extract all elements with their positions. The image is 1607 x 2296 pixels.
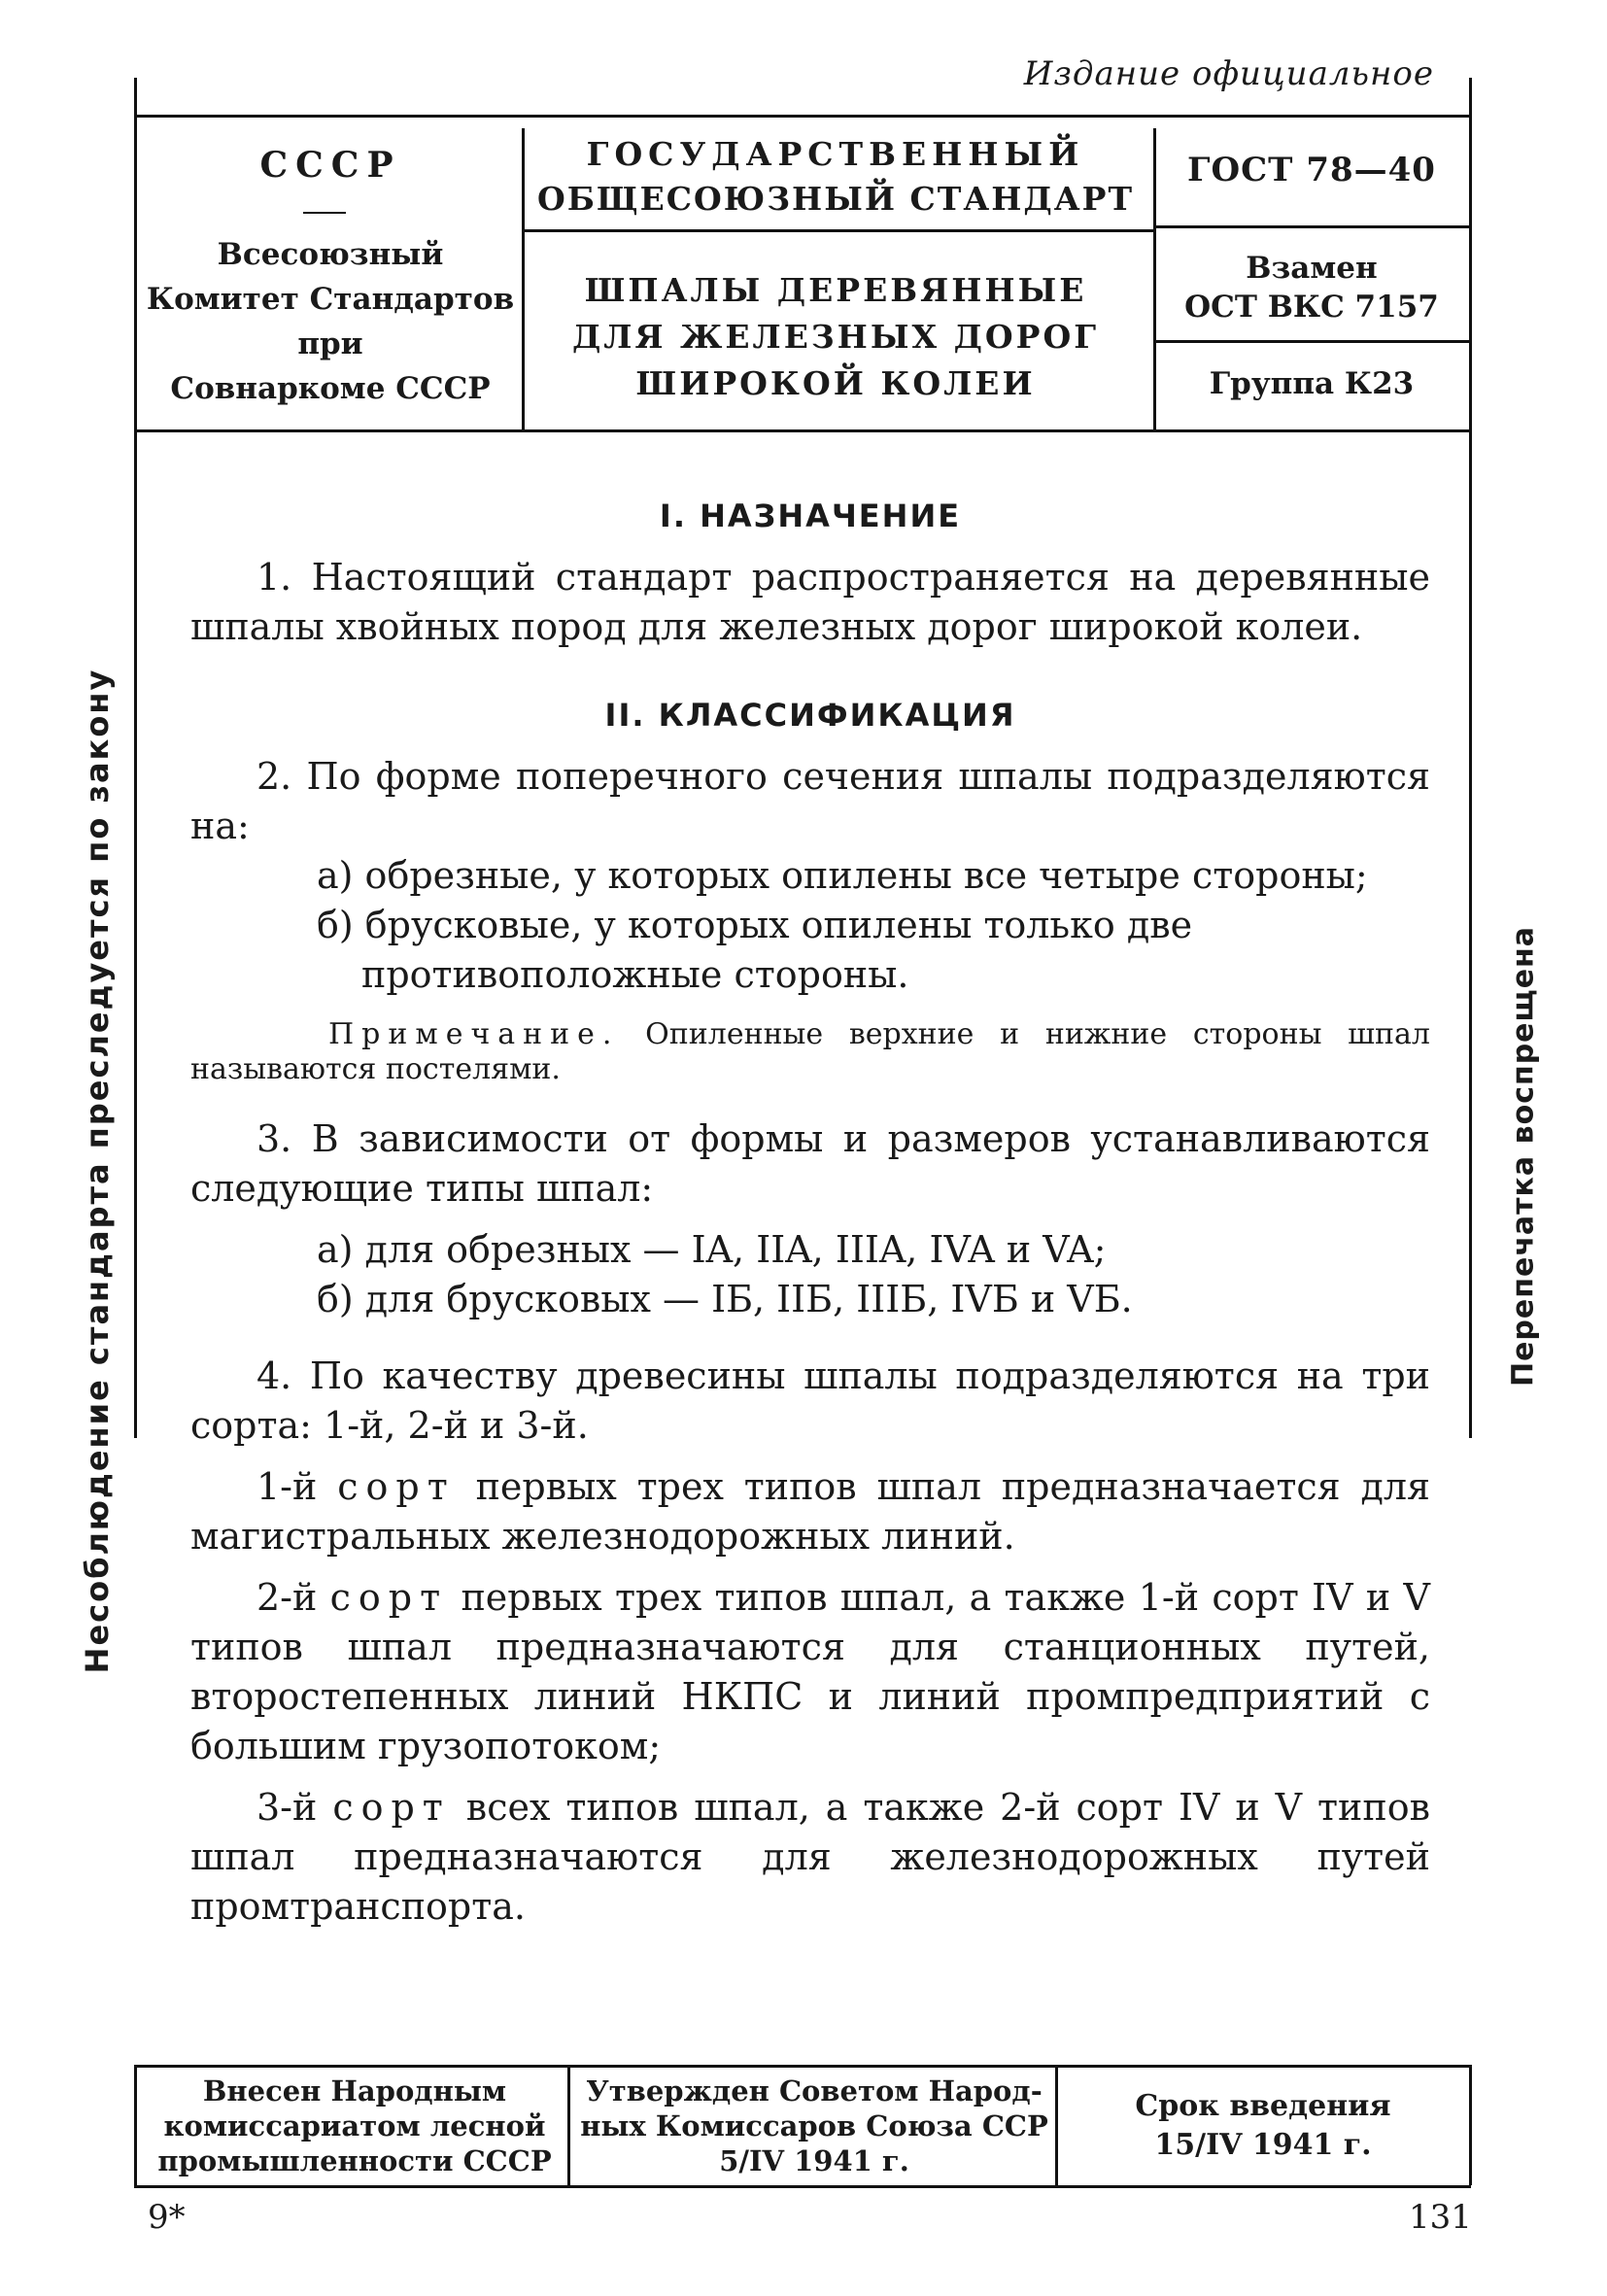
header-bottom-rule: [134, 429, 1471, 432]
header-right-rule-1: [1156, 225, 1469, 228]
p5-sort: сорт: [337, 1465, 456, 1508]
group-text: Группа К23: [1209, 366, 1415, 401]
country-dash: [303, 212, 346, 214]
p6-text: первых трех типов шпал, а также 1-й сорт IV и V типов шпал предназначаются для станционных путей, второстепенных линий НКПС и линий промпредприятий с большим грузопотоком;: [190, 1576, 1430, 1767]
footer-introduced: [146, 2070, 564, 2182]
replaces-label: Взамен: [1246, 251, 1378, 286]
paragraph-6: [190, 1573, 1430, 1771]
side-legal-notice: Несоблюдение стандарта преследуется по закону: [79, 668, 116, 1674]
signature-mark: 9*: [148, 2198, 186, 2237]
left-frame-line: [134, 78, 137, 1438]
committee-line-2: Комитет Стандартов: [146, 282, 515, 317]
standard-type-line-2: ОБЩЕСОЮЗНЫЙ СТАНДАРТ: [536, 180, 1135, 218]
paragraph-3-item-a: а) для обрезных — IA, IIA, IIIA, IVA и VA;: [317, 1228, 1107, 1271]
footer-left-line: [134, 2065, 137, 2185]
footer-effective: [1059, 2070, 1467, 2182]
replaces-block: [1156, 241, 1467, 334]
edition-label: Издание официальное: [1023, 54, 1434, 93]
approved-line-2: ных Комиссаров Союза ССР: [580, 2109, 1048, 2142]
paragraph-2-item-b: б) брусковые, у которых опилены только две противоположные стороны.: [317, 904, 1193, 996]
replaces-standard: ОСТ ВКС 7157: [1184, 290, 1439, 325]
standard-type-line-1: ГОСУДАРСТВЕННЫЙ: [586, 135, 1085, 173]
footer-bottom-rule: [134, 2185, 1471, 2188]
document-body: [190, 492, 1430, 1932]
gost-number-text: ГОСТ 78—40: [1187, 151, 1436, 189]
note-text: Опиленные верхние и нижние стороны шпал называются постелями.: [190, 1017, 1430, 1086]
right-frame-line: [1469, 78, 1472, 1438]
footer-top-rule: [134, 2065, 1471, 2068]
footer-approved: [577, 2070, 1051, 2182]
header-middle-rule: [525, 229, 1153, 232]
footer-divider-2: [1055, 2068, 1058, 2185]
committee-line-3: при: [297, 326, 363, 361]
paragraph-3: 3. В зависимости от формы и размеров устанавливаются следующие типы шпал:: [190, 1117, 1430, 1210]
group-label: [1156, 350, 1467, 418]
committee-line-4: Совнаркоме СССР: [170, 371, 491, 406]
header-right-rule-2: [1156, 340, 1469, 343]
paragraph-2: 2. По форме поперечного сечения шпалы подразделяются на:: [190, 755, 1430, 847]
country-label: [146, 126, 515, 204]
introduced-line-1: Внесен Народным: [202, 2074, 507, 2108]
paragraph-3-item-b: б) для брусковых — IБ, IIБ, IIIБ, IVБ и VБ.: [317, 1278, 1133, 1320]
page-number: 131: [1409, 2198, 1472, 2237]
introduced-line-2: комиссариатом лесной: [163, 2109, 546, 2142]
paragraph-5: [190, 1462, 1430, 1561]
approved-line-1: Утвержден Советом Народ-: [586, 2074, 1043, 2108]
note: [190, 1017, 1430, 1087]
gost-number: [1156, 126, 1467, 214]
p6-num: 2-й: [256, 1576, 318, 1619]
title-line-1: ШПАЛЫ ДЕРЕВЯННЫЕ: [584, 271, 1087, 309]
p7-num: 3-й: [256, 1786, 318, 1829]
p7-text: всех типов шпал, а также 2-й сорт IV и V типов шпал предназначаются для железнодорожных путей промтранспорта.: [190, 1786, 1430, 1928]
p5-num: 1-й: [256, 1465, 318, 1508]
paragraph-1: 1. Настоящий стандарт распространяется на деревянные шпалы хвойных пород для железных дорог широкой колеи.: [190, 556, 1430, 648]
title-line-2: ДЛЯ ЖЕЛЕЗНЫХ ДОРОГ: [571, 318, 1100, 356]
note-label: Примечание.: [328, 1017, 620, 1051]
paragraph-2-item-a: а) обрезные, у которых опилены все четыре стороны;: [317, 854, 1368, 897]
effective-line-2: 15/IV 1941 г.: [1154, 2128, 1372, 2162]
p5-text: первых трех типов шпал предназначается для магистральных железнодорожных линий.: [190, 1465, 1430, 1558]
effective-line-1: Срок введения: [1135, 2089, 1391, 2123]
approved-line-3: 5/IV 1941 г.: [719, 2144, 909, 2177]
title-line-3: ШИРОКОЙ КОЛЕИ: [635, 364, 1036, 402]
committee-block: [146, 229, 515, 414]
paragraph-4: 4. По качеству древесины шпалы подразделяются на три сорта: 1-й, 2-й и 3-й.: [190, 1354, 1430, 1447]
header-top-rule: [134, 115, 1471, 118]
standard-title: [525, 255, 1146, 420]
section-1-heading: I. НАЗНАЧЕНИЕ: [659, 497, 962, 534]
p6-sort: сорт: [329, 1576, 449, 1619]
footer-right-line: [1469, 2065, 1472, 2185]
paragraph-7: [190, 1783, 1430, 1932]
committee-line-1: Всесоюзный: [217, 237, 444, 272]
section-2-heading: II. КЛАССИФИКАЦИЯ: [604, 697, 1016, 734]
p7-sort: сорт: [332, 1786, 451, 1829]
country-text: СССР: [259, 145, 401, 186]
introduced-line-3: промышленности СССР: [157, 2144, 552, 2177]
side-reprint-notice: Перепечатка воспрещена: [1506, 925, 1541, 1388]
standard-type: [525, 128, 1146, 225]
footer-divider-1: [567, 2068, 570, 2185]
